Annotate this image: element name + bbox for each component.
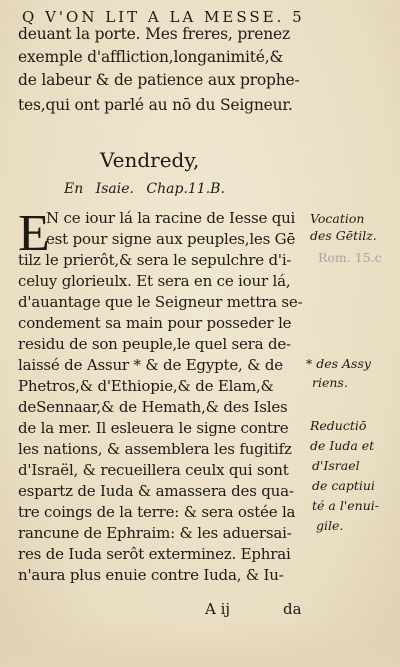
page-edge-shade	[0, 622, 400, 667]
text-line: deuant la porte. Mes freres, prenez	[18, 25, 290, 43]
text-line: de la mer. Il esleuera le signe contre	[18, 419, 289, 437]
margin-note: riens.	[312, 375, 348, 390]
text-line: condement sa main pour posseder le	[18, 314, 292, 332]
margin-note: de Iuda et	[310, 438, 375, 453]
text-line: d'auantage que le Seigneur mettra se-	[18, 293, 303, 311]
signature-mark: A ij	[205, 600, 231, 618]
text-line: deSennaar,& de Hemath,& des Isles	[18, 398, 288, 416]
running-head: Q V'ON LIT A LA MESSE. 5	[22, 8, 305, 26]
text-line: exemple d'affliction,longanimité,&	[18, 48, 284, 66]
margin-note: gile.	[316, 518, 344, 533]
text-line: est pour signe aux peuples,les Gē	[46, 230, 296, 248]
margin-note: Reductiō	[310, 418, 367, 433]
drop-capital: E	[18, 205, 50, 262]
text-line: tre coings de la terre: & sera ostée la	[18, 503, 296, 521]
text-line: rancune de Ephraim: & les aduersai-	[18, 524, 292, 542]
section-heading: Vendredy,	[100, 148, 200, 172]
text-line: residu de son peuple,le quel sera de-	[18, 335, 291, 353]
margin-note: des Gētilz.	[310, 228, 377, 243]
catchword: da	[283, 600, 302, 618]
text-line: d'Israël, & recueillera ceulx qui sont	[18, 461, 289, 479]
margin-note: Vocation	[310, 211, 365, 226]
text-line: celuy glorieulx. Et sera en ce iour lá,	[18, 272, 291, 290]
text-line: les nations, & assemblera les fugitifz	[18, 440, 292, 458]
text-line: de labeur & de patience aux prophe-	[18, 71, 300, 89]
text-line: n'aura plus enuie contre Iuda, & Iu-	[18, 566, 284, 584]
text-line: espartz de Iuda & amassera des qua-	[18, 482, 294, 500]
margin-note: de captiui	[312, 478, 375, 493]
margin-note: * des Assy	[306, 356, 371, 371]
margin-note: Rom. 15.c	[318, 250, 382, 265]
text-line: N ce iour lá la racine de Iesse qui	[46, 209, 296, 227]
text-line: tilz le prierôt,& sera le sepulchre d'i-	[18, 251, 292, 269]
text-line: tes,qui ont parlé au nō du Seigneur.	[18, 96, 293, 114]
text-line: Phetros,& d'Ethiopie,& de Elam,&	[18, 377, 274, 395]
text-line: laissé de Assur * & de Egypte, & de	[18, 356, 283, 374]
text-line: res de Iuda serôt exterminez. Ephrai	[18, 545, 291, 563]
section-subheading: En Isaie. Chap.11.B.	[64, 181, 225, 197]
margin-note: té a l'enui-	[312, 498, 379, 513]
margin-note: d'Israel	[312, 458, 360, 473]
